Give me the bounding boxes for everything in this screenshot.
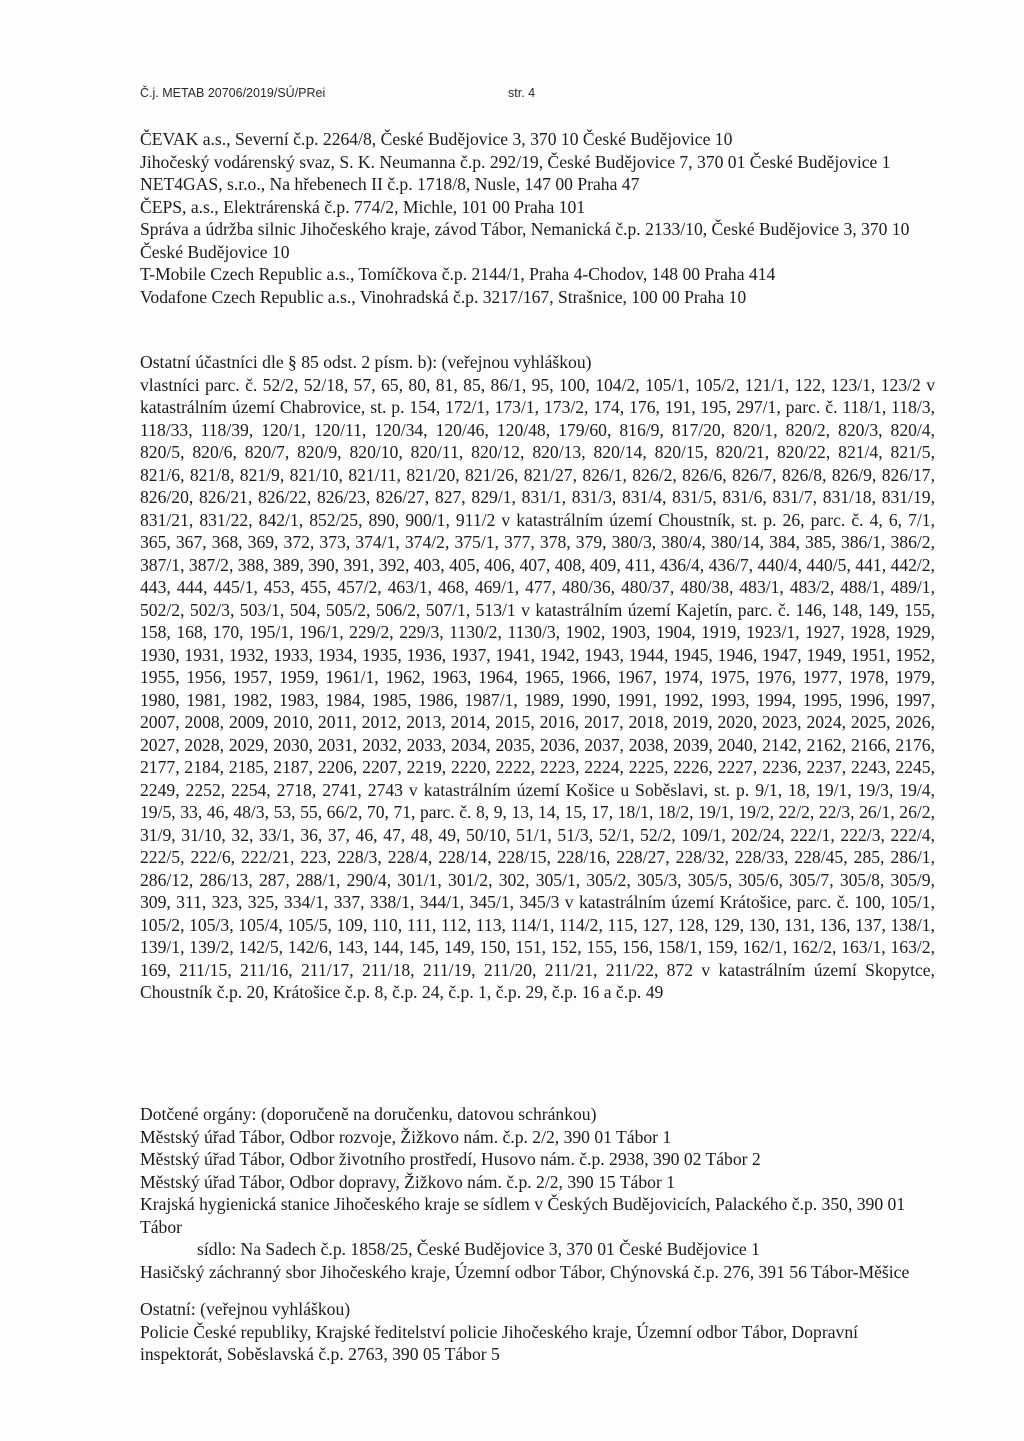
- parcel-list-paragraph: vlastníci parc. č. 52/2, 52/18, 57, 65, 80, 81, 85, 86/1, 95, 100, 104/2, 105/1, 105/2, 121/1, 122, 123/1, 123/2 v katastrálním území Chabrovice, st. p. 154, 172/1, 173/1, 173/2, 174, 176, 191, 195, 297/1, parc. č. 118/1, 118/3, 118/33, 118/39, 120/1, 120/11, 120/34, 120/46, 120/48, 179/60, 816/9, 817/20, 820/1, 820/2, 820/3, 820/4, 820/5, 820/6, 820/7, 820/9, 820/10, 820/11, 820/12, 820/13, 820/14, 820/15, 820/21, 820/22, 821/4, 821/5, 821/6, 821/8, 821/9, 821/10, 821/11, 821/20, 821/26, 821/27, 826/1, 826/2, 826/6, 826/7, 826/8, 826/9, 826/17, 826/20, 826/21, 826/22, 826/23, 826/27, 827, 829/1, 831/1, 831/3, 831/4, 831/5, 831/6, 831/7, 831/18, 831/19, 831/21, 831/22, 842/1, 852/25, 890, 900/1, 911/2 v katastrálním území Choustník, st. p. 26, parc. č. 4, 6, 7/1, 365, 367, 368, 369, 372, 373, 374/1, 374/2, 375/1, 377, 378, 379, 380/3, 380/4, 380/14, 384, 385, 386/1, 386/2, 387/1, 387/2, 388, 389, 390, 391, 392, 403, 405, 406, 407, 408, 409, 411, 436/4, 436/7, 440/4, 440/5, 441, 442/2, 443, 444, 445/1, 453, 455, 457/2, 463/1, 468, 469/1, 477, 480/36, 480/37, 480/38, 483/1, 483/2, 488/1, 489/1, 502/2, 502/3, 503/1, 504, 505/2, 506/2, 507/1, 513/1 v katastrálním území Kajetín, parc. č. 146, 148, 149, 155, 158, 168, 170, 195/1, 196/1, 229/2, 229/3, 1130/2, 1130/3, 1902, 1903, 1904, 1919, 1923/1, 1927, 1928, 1929, 1930, 1931, 1932, 1933, 1934, 1935, 1936, 1937, 1941, 1942, 1943, 1944, 1945, 1946, 1947, 1949, 1951, 1952, 1955, 1956, 1957, 1959, 1961/1, 1962, 1963, 1964, 1965, 1966, 1967, 1974, 1975, 1976, 1977, 1978, 1979, 1980, 1981, 1982, 1983, 1984, 1985, 1986, 1987/1, 1989, 1990, 1991, 1992, 1993, 1994, 1995, 1996, 1997, 2007, 2008, 2009, 2010, 2011, 2012, 2013, 2014, 2015, 2016, 2017, 2018, 2019, 2020, 2023, 2024, 2025, 2026, 2027, 2028, 2029, 2030, 2031, 2032, 2033, 2034, 2035, 2036, 2037, 2038, 2039, 2040, 2142, 2162, 2166, 2176, 2177, 2184, 2185, 2187, 2206, 2207, 2219, 2220, 2222, 2223, 2224, 2225, 2226, 2227, 2236, 2237, 2243, 2245, 2249, 2252, 2254, 2718, 2741, 2743 v katastrálním území Košice u Soběslavi, st. p. 9/1, 18, 19/1, 19/3, 19/4, 19/5, 33, 46, 48/3, 53, 55, 66/2, 70, 71, parc. č. 8, 9, 13, 14, 15, 17, 18/1, 18/2, 19/1, 19/2, 22/2, 22/3, 26/1, 26/2, 31/9, 31/10, 32, 33/1, 36, 37, 46, 47, 48, 49, 50/10, 51/1, 51/3, 52/1, 52/2, 109/1, 202/24, 222/1, 222/3, 222/4, 222/5, 222/6, 222/21, 223, 228/3, 228/4, 228/14, 228/15, 228/16, 228/27, 228/32, 228/33, 228/45, 285, 286/1, 286/12, 286/13, 287, 288/1, 290/4, 301/1, 301/2, 302, 305/1, 305/2, 305/3, 305/5, 305/6, 305/7, 305/8, 305/9, 309, 311, 323, 325, 334/1, 337, 338/1, 344/1, 345/1, 345/3 v katastrálním území Krátošice, parc. č. 100, 105/1, 105/2, 105/3, 105/4, 105/5, 109, 110, 111, 112, 113, 114/1, 114/2, 115, 127, 128, 129, 130, 131, 136, 137, 138/1, 139/1, 139/2, 142/5, 142/6, 143, 144, 145, 149, 150, 151, 152, 155, 156, 158/1, 159, 162/1, 162/2, 163/1, 163/2, 169, 211/15, 211/16, 211/17, 211/18, 211/19, 211/20, 211/21, 211/22, 872 v katastrálním území Skopytce, Choustník č.p. 20, Krátošice č.p. 8, č.p. 24, č.p. 1, č.p. 29, č.p. 16 a č.p. 49: [140, 374, 935, 1002]
- addressee-item: NET4GAS, s.r.o., Na hřebenech II č.p. 1718/8, Nusle, 147 00 Praha 47: [140, 174, 640, 194]
- others-section: [140, 1298, 935, 1366]
- addressee-item: Jihočeský vodárenský svaz, S. K. Neumanna č.p. 292/19, České Budějovice 7, 370 01 České Budějovice 1: [140, 151, 891, 172]
- authorities-section: [140, 1103, 935, 1283]
- addressee-item: Vodafone Czech Republic a.s., Vinohradská č.p. 3217/167, Strašnice, 100 00 Praha 10: [140, 286, 747, 307]
- other-participants-section: [140, 351, 935, 1004]
- page-header: [140, 86, 535, 100]
- section-heading: Ostatní: (veřejnou vyhláškou): [140, 1299, 351, 1319]
- addressee-list: [140, 128, 935, 308]
- page-number: str. 4: [508, 86, 536, 100]
- reference-number: Č.j. METAB 20706/2019/SÚ/PRei: [140, 86, 326, 100]
- authority-item: Hasičský záchranný sbor Jihočeského kraje, Územní odbor Tábor, Chýnovská č.p. 276, 391 56 Tábor-Měšice: [140, 1261, 910, 1282]
- authority-item: Městský úřad Tábor, Odbor rozvoje, Žižkovo nám. č.p. 2/2, 390 01 Tábor 1: [140, 1126, 672, 1147]
- addressee-item: Správa a údržba silnic Jihočeského kraje, závod Tábor, Nemanická č.p. 2133/10, České Budějovice 3, 370 10 České Budějovice 10: [140, 219, 910, 262]
- authority-seat: sídlo: Na Sadech č.p. 1858/25, České Budějovice 3, 370 01 České Budějovice 1: [197, 1239, 760, 1259]
- authority-item: Městský úřad Tábor, Odbor životního prostředí, Husovo nám. č.p. 2938, 390 02 Tábor 2: [140, 1149, 761, 1169]
- addressee-item: ČEVAK a.s., Severní č.p. 2264/8, České Budějovice 3, 370 10 České Budějovice 10: [140, 129, 733, 149]
- addressee-item: T-Mobile Czech Republic a.s., Tomíčkova č.p. 2144/1, Praha 4-Chodov, 148 00 Praha 414: [140, 264, 776, 284]
- authority-item: Krajská hygienická stanice Jihočeského kraje se sídlem v Českých Budějovicích, Palackého č.p. 350, 390 01 Tábor: [140, 1194, 906, 1237]
- section-heading: Ostatní účastníci dle § 85 odst. 2 písm. b): (veřejnou vyhláškou): [140, 352, 592, 372]
- section-heading: Dotčené orgány: (doporučeně na doručenku, datovou schránkou): [140, 1104, 597, 1124]
- addressee-item: ČEPS, a.s., Elektrárenská č.p. 774/2, Michle, 101 00 Praha 101: [140, 196, 586, 217]
- authority-item: Městský úřad Tábor, Odbor dopravy, Žižkovo nám. č.p. 2/2, 390 15 Tábor 1: [140, 1171, 675, 1192]
- other-recipient: Policie České republiky, Krajské ředitelství policie Jihočeského kraje, Územní odbor Tábor, Dopravní inspektorát, Soběslavská č.p. 2763, 390 05 Tábor 5: [140, 1321, 859, 1364]
